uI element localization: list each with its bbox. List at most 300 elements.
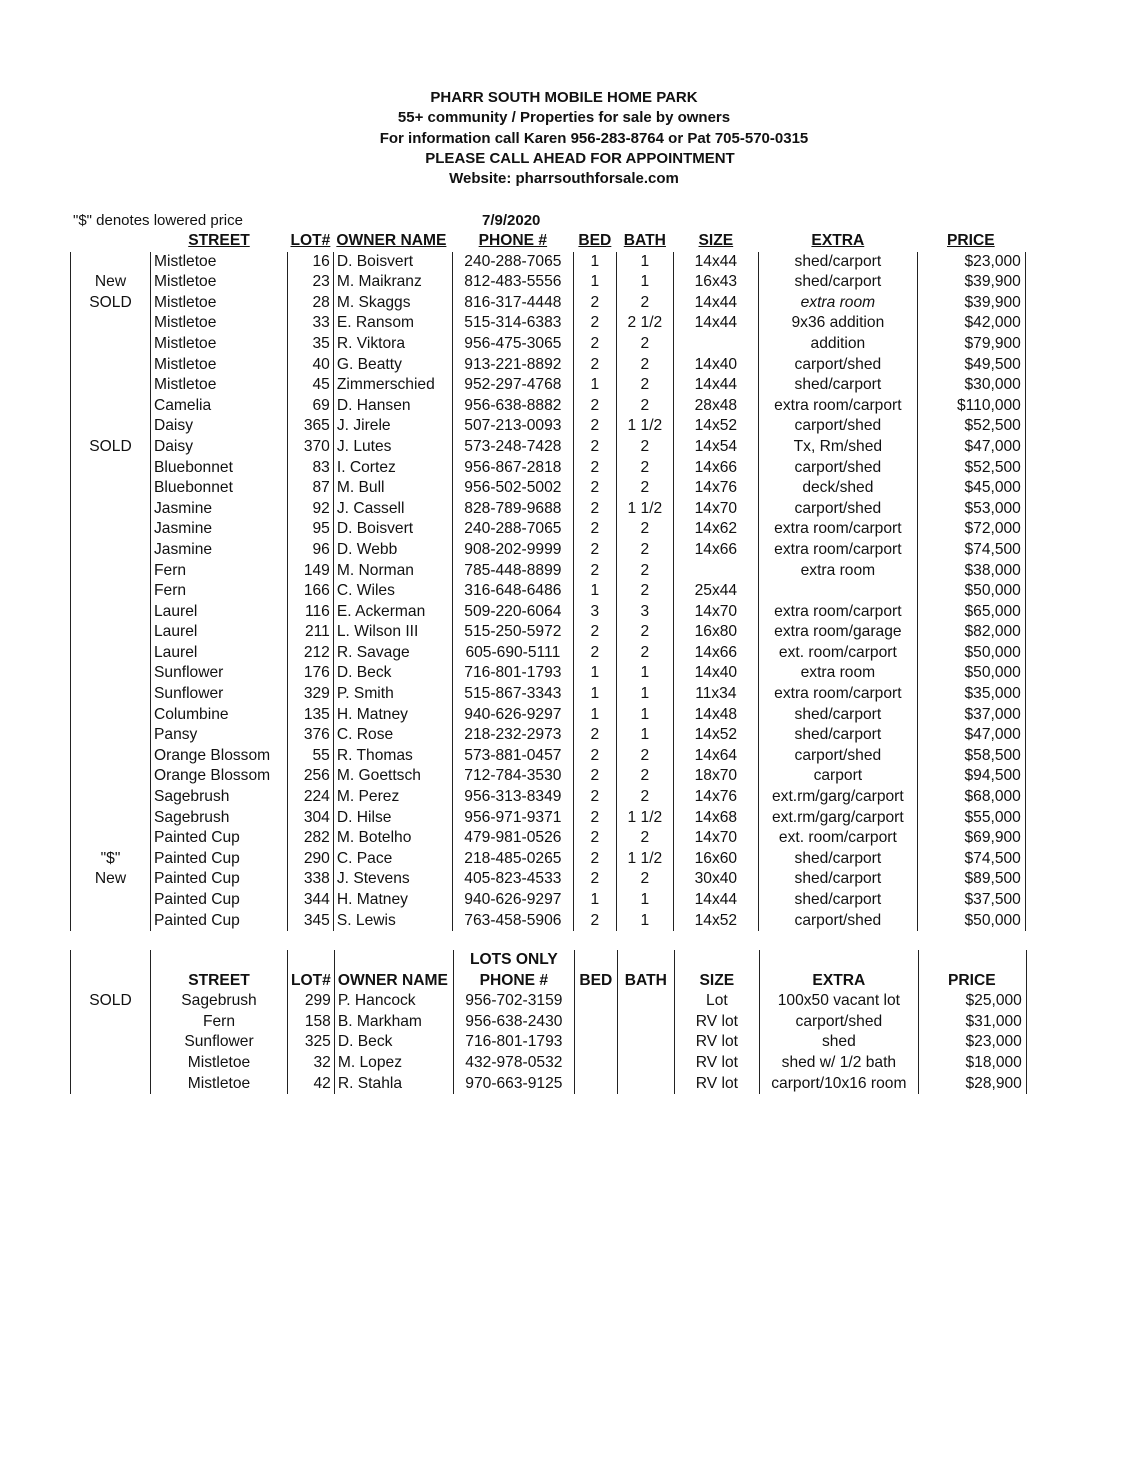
price-cell: $37,000	[917, 705, 1025, 726]
price-cell: $30,000	[917, 375, 1025, 396]
lot-cell: 224	[288, 787, 334, 808]
phone-cell: 515-250-5972	[452, 622, 573, 643]
price-cell: $23,000	[918, 1032, 1026, 1053]
owner-cell: C. Wiles	[333, 581, 452, 602]
contact-info: For information call Karen 956-283-8764 or Pat 705-570-0315	[379, 129, 809, 147]
status-cell	[71, 252, 151, 273]
extra-cell: ext.rm/garg/carport	[758, 787, 917, 808]
street-cell: Jasmine	[151, 519, 288, 540]
status-cell: "$"	[71, 849, 151, 870]
street-cell: Painted Cup	[151, 828, 288, 849]
lots-owner-header: OWNER NAME	[334, 971, 453, 992]
owner-cell: E. Ackerman	[333, 602, 452, 623]
bed-cell: 3	[573, 602, 616, 623]
price-cell: $50,000	[917, 663, 1025, 684]
lot-cell: 299	[288, 991, 335, 1012]
bed-cell: 2	[573, 787, 616, 808]
price-cell: $45,000	[917, 478, 1025, 499]
bed-cell: 2	[573, 643, 616, 664]
street-cell: Painted Cup	[151, 849, 288, 870]
extra-cell: extra room/carport	[758, 684, 917, 705]
table-row	[71, 561, 1026, 582]
bed-cell: 2	[573, 808, 616, 829]
price-cell: $94,500	[917, 766, 1025, 787]
appointment-notice: PLEASE CALL AHEAD FOR APPOINTMENT	[425, 149, 735, 167]
extra-cell: ext. room/carport	[758, 828, 917, 849]
extra-cell: carport/shed	[759, 1012, 918, 1033]
bed-cell: 2	[573, 561, 616, 582]
community-subtitle: 55+ community / Properties for sale by owners	[397, 109, 731, 127]
lot-cell: 158	[288, 1012, 335, 1033]
bath-cell: 1	[616, 272, 673, 293]
price-cell: $28,900	[918, 1074, 1026, 1095]
status-cell	[71, 355, 151, 376]
street-cell: Sunflower	[151, 1032, 288, 1053]
table-row	[71, 766, 1026, 787]
bed-cell: 2	[573, 746, 616, 767]
phone-cell: 956-638-8882	[452, 396, 573, 417]
table-row	[71, 375, 1026, 396]
lot-cell: 256	[288, 766, 334, 787]
price-cell: $82,000	[917, 622, 1025, 643]
status-cell	[71, 519, 151, 540]
lots-title-row	[71, 950, 1027, 971]
street-cell: Mistletoe	[151, 355, 288, 376]
price-cell: $39,900	[917, 293, 1025, 314]
phone-cell: 940-626-9297	[452, 890, 573, 911]
phone-cell: 515-867-3343	[452, 684, 573, 705]
lot-cell: 345	[288, 911, 334, 932]
table-row	[71, 437, 1026, 458]
bath-cell	[617, 1074, 674, 1095]
bed-cell: 2	[573, 766, 616, 787]
lot-cell: 116	[288, 602, 334, 623]
lots-price-header: PRICE	[918, 971, 1026, 992]
phone-cell: 432-978-0532	[453, 1053, 574, 1074]
lot-row	[71, 991, 1027, 1012]
lot-cell: 55	[288, 746, 334, 767]
lot-cell: 96	[288, 540, 334, 561]
table-row	[71, 622, 1026, 643]
price-cell: $72,000	[917, 519, 1025, 540]
phone-cell: 716-801-1793	[452, 663, 573, 684]
extra-cell: addition	[758, 334, 917, 355]
status-cell	[71, 313, 151, 334]
bed-cell: 2	[573, 519, 616, 540]
phone-cell: 970-663-9125	[453, 1074, 574, 1095]
extra-cell: extra room/carport	[758, 396, 917, 417]
document-header	[0, 88, 1128, 189]
status-cell	[71, 1074, 151, 1095]
price-column-header: PRICE	[947, 232, 995, 249]
lot-cell: 212	[288, 643, 334, 664]
owner-cell: J. Cassell	[333, 499, 452, 520]
owner-cell: M. Perez	[333, 787, 452, 808]
phone-cell: 605-690-5111	[452, 643, 573, 664]
status-cell	[71, 808, 151, 829]
bath-cell: 2	[616, 746, 673, 767]
table-row	[71, 313, 1026, 334]
street-cell: Laurel	[151, 643, 288, 664]
price-cell: $58,500	[917, 746, 1025, 767]
lot-cell: 23	[288, 272, 334, 293]
owner-cell: M. Bull	[333, 478, 452, 499]
lot-cell: 149	[288, 561, 334, 582]
lots-bed-header: BED	[574, 971, 617, 992]
bath-cell: 2	[616, 458, 673, 479]
table-row	[71, 787, 1026, 808]
price-cell: $68,000	[917, 787, 1025, 808]
status-cell	[71, 643, 151, 664]
status-cell: New	[71, 869, 151, 890]
bed-cell: 1	[573, 252, 616, 273]
bath-cell: 2	[616, 561, 673, 582]
bed-cell: 2	[573, 416, 616, 437]
bed-cell	[574, 1053, 617, 1074]
owner-cell: M. Botelho	[333, 828, 452, 849]
lot-row	[71, 1053, 1027, 1074]
status-cell	[71, 828, 151, 849]
street-cell: Fern	[151, 581, 288, 602]
size-cell: 25x44	[673, 581, 758, 602]
bath-cell: 2	[616, 643, 673, 664]
bath-cell: 2	[616, 869, 673, 890]
lots-header-row	[71, 971, 1027, 992]
street-cell: Orange Blossom	[151, 746, 288, 767]
table-row	[71, 355, 1026, 376]
size-cell: RV lot	[674, 1032, 759, 1053]
extra-cell: Tx, Rm/shed	[758, 437, 917, 458]
bed-cell	[574, 1074, 617, 1095]
extra-cell: carport/shed	[758, 911, 917, 932]
extra-cell: shed/carport	[758, 890, 917, 911]
size-cell: 14x76	[673, 478, 758, 499]
bed-column-header: BED	[578, 232, 612, 249]
bath-cell	[617, 1032, 674, 1053]
street-cell: Laurel	[151, 602, 288, 623]
owner-cell: E. Ransom	[333, 313, 452, 334]
lots-lot-header: LOT#	[288, 971, 335, 992]
status-cell	[71, 746, 151, 767]
extra-cell: carport	[758, 766, 917, 787]
owner-cell: D. Boisvert	[333, 252, 452, 273]
bed-cell: 1	[573, 581, 616, 602]
price-cell: $18,000	[918, 1053, 1026, 1074]
street-cell: Orange Blossom	[151, 766, 288, 787]
owner-cell: R. Viktora	[333, 334, 452, 355]
lot-cell: 370	[288, 437, 334, 458]
bath-cell: 2	[616, 540, 673, 561]
table-row	[71, 684, 1026, 705]
size-cell: 14x44	[673, 313, 758, 334]
status-cell	[71, 663, 151, 684]
owner-cell: M. Lopez	[334, 1053, 453, 1074]
size-cell: 16x43	[673, 272, 758, 293]
size-cell: 14x44	[673, 293, 758, 314]
lot-cell: 176	[288, 663, 334, 684]
owner-cell: D. Beck	[333, 663, 452, 684]
extra-cell: shed/carport	[758, 849, 917, 870]
table-row	[71, 725, 1026, 746]
extra-cell: extra room/garage	[758, 622, 917, 643]
bed-cell: 2	[573, 396, 616, 417]
extra-cell	[758, 581, 917, 602]
lot-cell: 166	[288, 581, 334, 602]
phone-cell: 940-626-9297	[452, 705, 573, 726]
lot-cell: 35	[288, 334, 334, 355]
owner-cell: D. Boisvert	[333, 519, 452, 540]
lot-cell: 211	[288, 622, 334, 643]
size-cell: 14x54	[673, 437, 758, 458]
table-row	[71, 746, 1026, 767]
table-row	[71, 663, 1026, 684]
table-row	[71, 705, 1026, 726]
phone-cell: 573-248-7428	[452, 437, 573, 458]
extra-cell: carport/shed	[758, 355, 917, 376]
size-cell: 16x60	[673, 849, 758, 870]
price-cell: $47,000	[917, 725, 1025, 746]
table-row	[71, 519, 1026, 540]
status-cell: SOLD	[71, 293, 151, 314]
owner-cell: Zimmerschied	[333, 375, 452, 396]
owner-cell: I. Cortez	[333, 458, 452, 479]
street-cell: Painted Cup	[151, 890, 288, 911]
price-cell: $23,000	[917, 252, 1025, 273]
phone-cell: 956-313-8349	[452, 787, 573, 808]
price-cell: $37,500	[917, 890, 1025, 911]
price-cell: $53,000	[917, 499, 1025, 520]
lot-cell: 282	[288, 828, 334, 849]
street-cell: Camelia	[151, 396, 288, 417]
extra-cell: ext. room/carport	[758, 643, 917, 664]
table-row	[71, 499, 1026, 520]
lots-only-title: LOTS ONLY	[453, 950, 574, 971]
lot-cell: 344	[288, 890, 334, 911]
extra-cell: shed/carport	[758, 252, 917, 273]
street-cell: Fern	[151, 1012, 288, 1033]
phone-cell: 828-789-9688	[452, 499, 573, 520]
status-cell	[71, 622, 151, 643]
status-cell	[71, 458, 151, 479]
lots-size-header: SIZE	[674, 971, 759, 992]
status-cell	[71, 684, 151, 705]
extra-cell: carport/shed	[758, 499, 917, 520]
lot-cell: 87	[288, 478, 334, 499]
price-cell: $39,900	[917, 272, 1025, 293]
bath-cell: 2	[616, 375, 673, 396]
owner-cell: D. Beck	[334, 1032, 453, 1053]
price-cell: $65,000	[917, 602, 1025, 623]
extra-column-header: EXTRA	[811, 232, 865, 249]
bath-cell: 1	[616, 663, 673, 684]
size-cell: 14x62	[673, 519, 758, 540]
bath-cell: 2	[616, 355, 673, 376]
bed-cell: 2	[573, 437, 616, 458]
bed-cell: 1	[573, 272, 616, 293]
phone-cell: 240-288-7065	[452, 252, 573, 273]
size-cell: RV lot	[674, 1053, 759, 1074]
extra-cell: ext.rm/garg/carport	[758, 808, 917, 829]
table-row	[71, 849, 1026, 870]
status-cell	[71, 787, 151, 808]
table-row	[71, 643, 1026, 664]
table-header-row	[71, 231, 1026, 252]
bath-cell: 1	[616, 705, 673, 726]
status-cell	[71, 766, 151, 787]
bath-cell: 1	[616, 911, 673, 932]
extra-cell: shed/carport	[758, 705, 917, 726]
table-row	[71, 416, 1026, 437]
street-cell: Mistletoe	[151, 293, 288, 314]
size-cell: 14x66	[673, 540, 758, 561]
phone-cell: 956-971-9371	[452, 808, 573, 829]
status-cell	[71, 499, 151, 520]
owner-cell: J. Jirele	[333, 416, 452, 437]
bath-cell: 1 1/2	[616, 416, 673, 437]
website-line: Website: pharrsouthforsale.com	[449, 170, 679, 188]
phone-cell: 515-314-6383	[452, 313, 573, 334]
extra-cell: shed/carport	[758, 375, 917, 396]
lot-cell: 83	[288, 458, 334, 479]
status-cell	[71, 725, 151, 746]
status-cell	[71, 396, 151, 417]
owner-cell: R. Savage	[333, 643, 452, 664]
size-cell: 14x64	[673, 746, 758, 767]
bath-cell	[617, 1012, 674, 1033]
bath-cell: 1	[616, 725, 673, 746]
size-cell: 14x68	[673, 808, 758, 829]
owner-cell: M. Norman	[333, 561, 452, 582]
lot-cell: 304	[288, 808, 334, 829]
price-cell: $47,000	[917, 437, 1025, 458]
bed-cell: 1	[573, 705, 616, 726]
price-cell: $50,000	[917, 643, 1025, 664]
lots-street-header: STREET	[151, 971, 288, 992]
table-row	[71, 808, 1026, 829]
price-cell: $52,500	[917, 416, 1025, 437]
bath-cell	[617, 1053, 674, 1074]
bath-cell: 1 1/2	[616, 849, 673, 870]
price-cell: $79,900	[917, 334, 1025, 355]
status-cell	[71, 705, 151, 726]
phone-cell: 479-981-0526	[452, 828, 573, 849]
table-row	[71, 890, 1026, 911]
extra-cell: 100x50 vacant lot	[759, 991, 918, 1012]
street-cell: Sagebrush	[151, 808, 288, 829]
status-cell	[71, 911, 151, 932]
owner-cell: S. Lewis	[333, 911, 452, 932]
table-row	[71, 828, 1026, 849]
size-cell: 14x70	[673, 828, 758, 849]
lot-cell: 329	[288, 684, 334, 705]
owner-cell: M. Goettsch	[333, 766, 452, 787]
street-cell: Painted Cup	[151, 869, 288, 890]
bath-cell: 2	[616, 478, 673, 499]
table-row	[71, 396, 1026, 417]
lot-cell: 95	[288, 519, 334, 540]
bath-cell: 2	[616, 828, 673, 849]
lot-cell: 16	[288, 252, 334, 273]
status-cell: SOLD	[71, 991, 151, 1012]
extra-cell: shed/carport	[758, 725, 917, 746]
size-column-header: SIZE	[698, 232, 734, 249]
lots-bath-header: BATH	[617, 971, 674, 992]
extra-cell: extra room/carport	[758, 540, 917, 561]
bath-column-header: BATH	[623, 232, 666, 249]
bed-cell: 2	[573, 622, 616, 643]
phone-cell: 716-801-1793	[453, 1032, 574, 1053]
lot-column-header: LOT#	[290, 232, 331, 249]
price-cell: $55,000	[917, 808, 1025, 829]
bath-cell: 1 1/2	[616, 808, 673, 829]
extra-cell: carport/shed	[758, 458, 917, 479]
lot-cell: 33	[288, 313, 334, 334]
homes-for-sale-table	[70, 231, 1026, 931]
phone-cell: 240-288-7065	[452, 519, 573, 540]
price-cell: $69,900	[917, 828, 1025, 849]
street-cell: Mistletoe	[151, 272, 288, 293]
street-cell: Mistletoe	[151, 1053, 288, 1074]
owner-cell: R. Thomas	[333, 746, 452, 767]
price-cell: $25,000	[918, 991, 1026, 1012]
bath-cell: 3	[616, 602, 673, 623]
table-row	[71, 334, 1026, 355]
owner-cell: D. Webb	[333, 540, 452, 561]
owner-cell: H. Matney	[333, 890, 452, 911]
street-cell: Sunflower	[151, 663, 288, 684]
lot-cell: 365	[288, 416, 334, 437]
status-cell: New	[71, 272, 151, 293]
bath-cell: 1	[616, 252, 673, 273]
table-row	[71, 478, 1026, 499]
phone-cell: 507-213-0093	[452, 416, 573, 437]
extra-cell: extra room	[758, 293, 917, 314]
street-cell: Mistletoe	[151, 1074, 288, 1095]
extra-cell: deck/shed	[758, 478, 917, 499]
status-cell	[71, 602, 151, 623]
street-cell: Laurel	[151, 622, 288, 643]
extra-cell: extra room/carport	[758, 519, 917, 540]
phone-cell: 812-483-5556	[452, 272, 573, 293]
bath-cell: 2	[616, 437, 673, 458]
table-row	[71, 540, 1026, 561]
phone-cell: 816-317-4448	[452, 293, 573, 314]
street-cell: Sagebrush	[151, 787, 288, 808]
price-cell: $49,500	[917, 355, 1025, 376]
status-cell	[71, 1032, 151, 1053]
phone-cell: 509-220-6064	[452, 602, 573, 623]
owner-cell: C. Pace	[333, 849, 452, 870]
table-row	[71, 252, 1026, 273]
bath-cell: 2	[616, 622, 673, 643]
size-cell: 30x40	[673, 869, 758, 890]
owner-cell: J. Lutes	[333, 437, 452, 458]
table-row	[71, 272, 1026, 293]
phone-cell: 956-867-2818	[452, 458, 573, 479]
extra-cell: extra room	[758, 561, 917, 582]
owner-cell: D. Hansen	[333, 396, 452, 417]
listing-date: 7/9/2020	[482, 212, 541, 229]
bed-cell: 2	[573, 355, 616, 376]
size-cell: 14x52	[673, 725, 758, 746]
extra-cell: carport/shed	[758, 416, 917, 437]
bed-cell: 2	[573, 725, 616, 746]
size-cell: 14x44	[673, 890, 758, 911]
phone-cell: 785-448-8899	[452, 561, 573, 582]
extra-cell: shed	[759, 1032, 918, 1053]
park-title: PHARR SOUTH MOBILE HOME PARK	[430, 89, 698, 106]
street-cell: Mistletoe	[151, 334, 288, 355]
